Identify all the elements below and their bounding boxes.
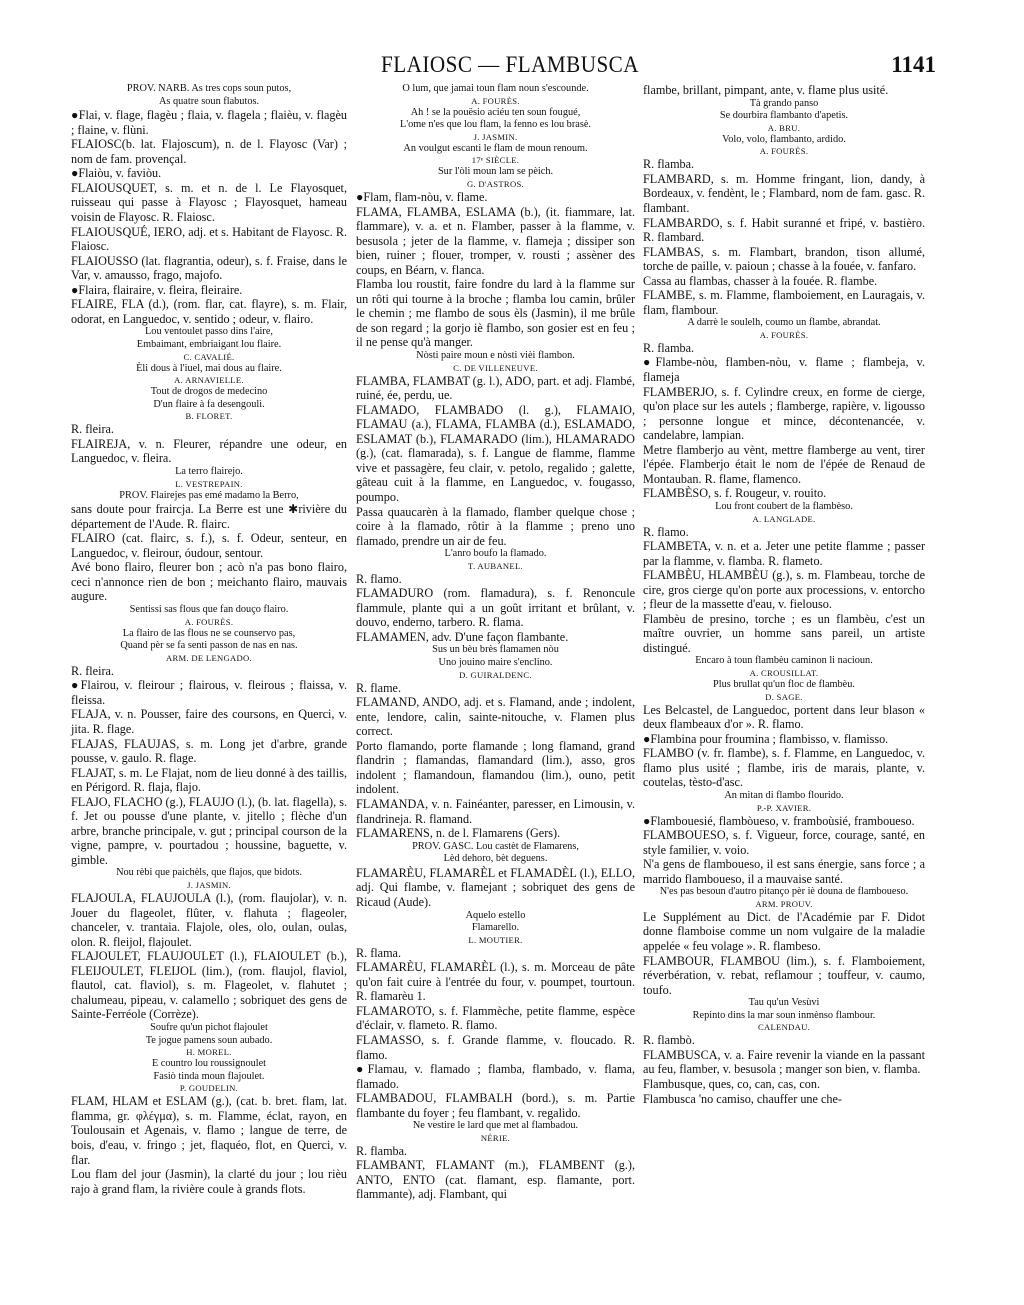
citation-line: PROV. Flairejes pas emé madamo la Berro, [119,489,299,501]
citation-line: N'es pas besoun d'autro pitanço pèr iè douna de flamboueso. [659,886,909,898]
entry-paragraph: FLAMANDA, v. n. Fainéanter, paresser, en Limousin, v. flandrineja. R. flamand. [356,797,635,826]
entry-paragraph: FLAJA, v. n. Pousser, faire des coursons, en Querci, v. jita. R. flage. [71,707,347,736]
entry-paragraph: Les Belcastel, de Languedoc, portent dans leur blason « deux flambeaux d'or ». R. flamo. [643,702,925,732]
entry-paragraph: Avé bono flairo, fleurer bon ; acò n'a pas bono flairo, ceci n'annonce rien de bon ; meichanto flairo, mauvais augure. [71,560,347,604]
entry-paragraph: ●Flai, v. flage, flagèu ; flaia, v. flagela ; flaièu, v. flagèu ; flaine, v. flùni. [71,108,347,137]
entry-paragraph: FLAMBANT, FLAMANT (m.), FLAMBENT (g.), ANTO, ENTO (cat. flamant, esp. flamante, port. flammante), adj. Flambant, qui [356,1158,635,1202]
citation-author: A. ARNAVIELLE. [174,375,244,386]
citation-line: Quand pèr se fa senti passon de nas en nas. [120,640,298,652]
entry-paragraph: FLAIOSC(b. lat. Flajoscum), n. de l. Flayosc (Var) ; nom de fam. provençal. [71,137,347,166]
citation-line: Sentissi sas flous que fan douço flairo. [129,604,289,616]
entry-paragraph: R. flambò. [643,1033,695,1048]
citation-author: A. FOURÈS. [759,329,809,340]
citation-author: J. JASMIN. [187,880,231,891]
citation-author: A. FOURÈS. [184,616,234,627]
citation-author: D. GUIRALDENC. [459,669,532,680]
citation-line: Tau qu'un Vesùvi [748,997,820,1009]
citation-line: An voulgut escanti le flam de moun renoum. [403,142,588,154]
citation-line: Soufre qu'un pichot flajoulet [150,1021,268,1033]
citation-line: Plus brullat qu'un floc de flambèu. [713,679,855,691]
entry-paragraph: FLAMBÈU, HLAMBÈU (g.), s. m. Flambeau, torche de cire, gros cierge qu'on porte aux processions, v. entorcho ; fleur de la massette d'eau, v. fielouso. [643,568,925,612]
entry-paragraph: FLAMADO, FLAMBADO (l. g.), FLAMAIO, FLAMAU (a.), FLAMA, FLAMBA (d.), ESLAMADO, ESLAMAT (b.), FLAMARADO (lim.), HLAMARADO (g.), (cat. flamarada), s. f. Langue de flamme, flamme vive et passagère, feu clair, v. petolo, regalido ; galette, gâteau cuit à la flamme, en Languedoc, v. fougasso, poumpo. [356,402,635,504]
entry-paragraph: R. flamba. [643,340,695,355]
citation-line: L'anro boufo la flamado. [444,548,547,560]
entry-paragraph: FLAJO, FLACHO (g.), FLAUJO (l.), (b. lat. flagella), s. f. Jet ou pousse d'une plante, v. jitello ; flèche d'un arbre, branche principale, v. gut ; principal courson de la vigne, pampre, v. pourtadou ; houssine, baguette, v. gimble. [71,794,347,867]
entry-paragraph: FLAJAS, FLAUJAS, s. m. Long jet d'arbre, grande pousse, v. gaulo. R. flage. [71,736,347,766]
entry-paragraph: ●Flaira, flairaire, v. fleira, fleiraire. [71,282,243,297]
entry-paragraph: ●Flam, flam-nòu, v. flame. [356,189,488,204]
column-left [71,83,347,1196]
citation-author: D. SAGE. [765,691,803,702]
entry-paragraph: FLAJAT, s. m. Le Flajat, nom de lieu donné à des taillis, en Périgord. R. flaja, flajo. [71,765,347,795]
citation-line: Te jogue pamens soun aubado. [145,1034,273,1046]
entry-paragraph: Flambusque, ques, co, can, cas, con. [643,1076,821,1091]
citation-line: Tà grando panso [749,97,819,109]
entry-paragraph: ●Flambe-nòu, flamben-nòu, v. flame ; flambeja, v. flameja [643,355,925,385]
entry-paragraph: Cassa au flambas, chasser à la fouée. R. flambe. [643,273,878,288]
citation-author: ARM. DE LENGADO. [166,652,252,663]
citation-author: C. CAVALIÉ. [183,351,235,362]
entry-paragraph: FLAJOULET, FLAUJOULET (l.), FLAIOULET (b.), FLEIJOULET, FLEIJOL (lim.), (rom. flaujol, flaviol, flautol, cat. flaviol), s. m. Flageolet, v. flahutet ; chalumeau, pipeau, v. calamello ; sobriquet des gens de Sainte-Ferréole (Corrèze). [71,949,347,1022]
entry-paragraph: R. flamo. [356,571,402,586]
entry-paragraph: FLAMAND, ANDO, adj. et s. Flamand, ande ; indolent, ente, lendore, calin, sainte-nitouche, v. Flamen plus correct. [356,695,635,739]
citation-line: As quatre soun flabutos. [158,95,260,107]
citation-line: Lou front coubert de la flambèso. [715,500,853,512]
citation-author: A. CROUSILLAT. [749,668,819,679]
entry-paragraph: Porto flamando, porte flamande ; long flamand, grand flandrin ; flamandas, flamandard (lim.), asso, gros indolent ; flamandoun, flamandou (lim.), ouno, petit indolent. [356,738,635,797]
entry-paragraph: FLAMBERJO, s. f. Cylindre creux, en forme de cierge, qu'on place sur les autels ; flamberge, rapière, v. ligousso ; personne longue et mince, décontenancée, v. candelabre, lampian. [643,384,925,443]
entry-paragraph: FLAMBOUR, FLAMBOU (lim.), s. f. Flamboiement, réverbération, v. rebat, reflamour ; touffeur, v. caumo, toufo. [643,953,925,997]
page-header [0,50,1024,84]
entry-paragraph: FLAIREJA, v. n. Fleurer, répandre une odeur, en Languedoc, v. fleira. [71,436,347,466]
column-right [643,83,925,1106]
citation-author: CALENDAU. [757,1022,811,1033]
citation-line: O lum, que jamai toun flam noun s'escounde. [402,83,589,94]
citation-line: Uno jouino maire s'enclino. [438,657,553,669]
entry-paragraph: Metre flamberjo au vènt, mettre flamberge au vent, tirer l'épée. Flamberjo était le nom de l'épée de Renaud de Montauban. R. flame, flamenco. [643,442,925,486]
entry-paragraph: R. fleira. [71,422,114,437]
entry-paragraph: FLAMBO (v. fr. flambe), s. f. Flamme, en Languedoc, v. flamo plus usité ; flambe, iris de marais, plante, v. coutelas, tèsto-d'asc. [643,746,925,790]
citation-line: Nou rèbi que paichèls, que flajos, que bidots. [116,867,302,879]
entry-paragraph: ●Flamau, v. flamado ; flamba, flambado, v. flama, flamado. [356,1062,635,1091]
entry-paragraph: FLAMARÈU, FLAMARÈL (l.), s. m. Morceau de pâte qu'on fait cuire à l'entrée du four, v. poumpet, tourtoun. R. flamarèu 1. [356,960,635,1004]
entry-paragraph: FLAMARÈU, FLAMARÈL et FLAMADÈL (l.), ELLO, adj. Qui flambe, v. flamejant ; sobriquet des gens de Ricaud (Aude). [356,865,635,909]
citation-line: Fasiò tinda moun flajoulet. [153,1070,265,1082]
entry-paragraph: FLAJOULA, FLAUJOULA (l.), (rom. flaujolar), v. n. Jouer du flageolet, flûter, v. flahuta ; flageoler, chanceler, v. trantaia. Flajole, oles, olo, oulan, oulas, olon. R. fleijol, flajoulet. [71,891,347,949]
entry-paragraph: FLAIRE, FLA (d.), (rom. flar, cat. flayre), s. m. Flair, odorat, en Languedoc, v. sentido ; odeur, v. flairo. [71,297,347,326]
citation-author: A. FOURÈS. [471,95,520,106]
entry-paragraph: R. flama. [356,945,402,960]
citation-author: H. MOREL. [186,1047,232,1058]
entry-paragraph: FLAMBARDO, s. f. Habit suranné et fripé, v. bastièro. R. flambard. [643,215,925,245]
citation-author: J. JASMIN. [473,131,518,142]
citation-line: Tout de drogos de medecino [150,386,268,398]
entry-paragraph: FLAM, HLAM et ESLAM (g.), (cat. b. bret. flam, lat. flamma, gr. φλέγμα), s. m. Flamme, éclat, rayon, en Toulousain et Agenais, v. flamo ; langue de terre, de bois, d'eau, v. fringo ; jet, flaquéo, flot, en Querci, v. flar. [71,1094,347,1167]
citation-line: Sur l'òli moun lam se pèich. [437,166,554,178]
entry-paragraph: FLAIRO (cat. flairc, s. f.), s. f. Odeur, senteur, en Languedoc, v. fleirour, óudour, sentour. [71,531,347,560]
citation-line: E countro lou roussignoulet [151,1058,267,1070]
entry-paragraph: R. flame. [356,680,402,695]
citation-author: A. FOURÈS. [759,146,809,157]
citation-line: D'un flaire à fa desengoulì. [153,398,265,410]
citation-line: Sus un bèu brès flamamen nòu [432,644,559,656]
citation-author: 17ᵉ SIÈCLE. [471,155,520,166]
entry-paragraph: FLAMBOUESO, s. f. Vigueur, force, courage, santé, en style familier, v. voio. [643,828,925,857]
citation-author: B. FLORET. [185,411,233,422]
entry-paragraph: FLAMBAS, s. m. Flambart, brandon, tison allumé, torche de paille, v. paioun ; chasse à la fouée, v. fanfaro. [643,244,925,274]
entry-paragraph: sans doute pour fraircja. La Berre est une ✱rivière du département de l'Aude. R. flairc. [71,502,347,531]
entry-paragraph: Le Supplément au Dict. de l'Académie par F. Didot donne flamboise comme un nom vulgaire de la maladie appelée « feu volage ». R. flambeso. [643,909,925,953]
citation-author: A. BRU. [767,122,801,133]
entry-paragraph: R. flamba. [356,1143,408,1158]
entry-paragraph: ●Flairou, v. fleirour ; flairous, v. fleirous ; flaissa, v. fleissa. [71,678,347,707]
citation-author: NÉRIE. [480,1132,511,1143]
entry-paragraph: FLAIOUSQUET, s. m. et n. de l. Le Flayosquet, ruisseau qui passe à Flayosc ; Flayosquet, hameau voisin de Flayosc. R. Flaiosc. [71,180,347,225]
entry-paragraph: FLAMARENS, n. de l. Flamarens (Gers). [356,826,561,841]
citation-line: L'ome n'es que lou flam, la fenno es lou brasè. [399,119,591,131]
citation-line: PROV. GASC. Lou castèt de Flamarens, [412,840,579,852]
citation-line: La flairo de las flous ne se counservo pas, [122,627,296,639]
running-title: FLAIOSC — FLAMBUSCA [380,52,640,77]
citation-line: Se dourbira flambanto d'apetis. [719,110,849,122]
entry-paragraph: FLAIOUSQUÉ, IERO, adj. et s. Habitant de Flayosc. R. Flaiosc. [71,224,347,254]
entry-paragraph: FLAMBARD, s. m. Homme fringant, lion, dandy, à Bordeaux, v. fendènt, le ; Flambard, nom de fam. gasc. R. flambant. [643,171,925,215]
citation-author: L. VESTREPAIN. [175,478,243,489]
citation-author: ARM. PROUV. [755,898,813,909]
entry-paragraph: FLAMA, FLAMBA, ESLAMA (b.), (it. fiammare, lat. flammare), v. a. et n. Flamber, passer à la flamme, v. besusola ; jeter de la flamme, v. flameja ; dissiper son bien, ruiner ; flouer, tromper, v. rousti ; assèner des coups, en Béarn, v. flanca. [356,204,635,277]
entry-paragraph: FLAMBUSCA, v. a. Faire revenir la viande en la passant au feu, flamber, v. besusola ; manger son bien, v. flamba. [643,1047,925,1077]
entry-paragraph: N'a gens de flamboueso, il est sans énergie, sans force ; a marrido flamboueso, il a mauvaise santé. [643,857,925,886]
entry-paragraph: Passa quaucarèn à la flamado, flamber quelque chose ; coire à la flamado, rôtir à la flamme ; preno uno flamado, prendre un air de feu. [356,504,635,548]
entry-paragraph: FLAMAMEN, adv. D'une façon flambante. [356,629,569,644]
entry-paragraph: flambe, brillant, pimpant, ante, v. flame plus usité. [643,83,889,97]
entry-paragraph: FLAMAROTO, s. f. Flammèche, petite flamme, espèce d'éclair, v. flameto. R. flamo. [356,1003,635,1033]
entry-paragraph: FLAMBADOU, FLAMBALH (bord.), s. m. Partie flambante du foyer ; feu flambant, v. regalido. [356,1091,635,1120]
citation-line: Nòsti paire moun e nòsti vièi flambon. [416,349,575,361]
entry-paragraph: R. fleira. [71,663,114,678]
entry-paragraph: Flambusca 'no camiso, chauffer une che- [643,1091,842,1106]
entry-paragraph: R. flamo. [643,524,689,539]
citation-author: G. D'ASTROS. [467,178,524,189]
entry-paragraph: FLAMADURO (rom. flamadura), s. f. Renoncule flammule, plante qui a un goût irritant et brûlant, v. douvo, enderno, tarbero. R. flama. [356,586,635,630]
citation-line: Repinto dins la mar soun inmènso flambour. [692,1009,876,1021]
citation-line: Encaro à toun flambèu caminon li nacioun. [695,655,873,667]
entry-paragraph: FLAMBETA, v. n. et a. Jeter une petite flamme ; passer par la flamme, v. flamba. R. flameto. [643,539,925,568]
citation-line: Lou ventoulet passo dins l'aire, [145,326,273,338]
citation-author: T. AUBANEL. [468,560,523,571]
entry-paragraph: FLAMBE, s. m. Flamme, flamboiement, en Lauragais, v. flam, flambour. [643,288,925,317]
citation-line: Ne vestire le lard que met al flambadou. [412,1120,579,1132]
citation-line: Ah ! se la pouësio aciéu ten soun fougué, [410,106,581,118]
citation-line: Lèd dehoro, bèt deguens. [443,853,548,865]
entry-paragraph: R. flamba. [643,157,695,172]
citation-line: A darrè le soulelh, coumo un flambe, abrandat. [687,317,881,329]
entry-paragraph: FLAMASSO, s. f. Grande flamme, v. floucado. R. flamo. [356,1032,635,1062]
citation-line: Flamarello. [471,922,520,934]
citation-author: P. GOUDELIN. [179,1083,239,1094]
entry-paragraph: FLAMBA, FLAMBAT (g. l.), ADO, part. et adj. Flambé, ruiné, ée, perdu, ue. [356,373,635,403]
citation-author: P.-P. XAVIER. [756,802,812,813]
entry-paragraph: Lou flam del jour (Jasmin), la clarté du jour ; lou rièu rajo à grand flam, la rivière coule à grands flots. [71,1167,347,1196]
citation-line: Volo, volo, flambanto, ardido. [722,133,846,145]
page-number: 1141 [891,52,936,77]
citation-line: An mitan di flambo flourido. [724,789,844,801]
citation-author: C. DE VILLENEUVE. [453,362,538,373]
citation-author: L. MOUTIER. [468,934,523,945]
entry-paragraph: ●Flaiòu, v. faviòu. [71,166,162,181]
entry-paragraph: Flambèu de presino, torche ; es un flambèu, c'est un maître ouvrier, un homme sans pareil, un artiste distingué. [643,611,925,655]
citation-line: Aquelo estello [465,909,526,921]
citation-line: Embaimant, embriaigant lou flaire. [136,338,282,350]
citation-line: Èli dous à l'iuel, mai dous au flaire. [136,362,282,374]
entry-paragraph: ●Flambouesié, flambòueso, v. framboùsié, framboueso. [643,813,915,828]
entry-paragraph: ●Flambina pour froumina ; flambisso, v. flamisso. [643,731,889,746]
entry-paragraph: Flamba lou roustit, faire fondre du lard à la flamme sur un rôti qui tourne à la broche ; flamba lou camin, brûler le chemin ; me flambo de sous èls (Jasmin), il me brûle de son regard ; la gorjo iè flambo, son gosier est en feu ; il ne pense qu'à manger. [356,277,635,350]
citation-line: La terro flairejo. [175,466,243,477]
entry-paragraph: FLAIOUSSO (lat. flagrantia, odeur), s. f. Fraise, dans le Var, v. amausso, frago, majofo. [71,253,347,283]
citation-line: PROV. NARB. As tres cops soun putos, [126,83,292,94]
citation-author: A. LANGLADE. [752,513,816,524]
entry-paragraph: FLAMBÈSO, s. f. Rougeur, v. rouito. [643,486,827,501]
column-middle [356,83,635,1202]
